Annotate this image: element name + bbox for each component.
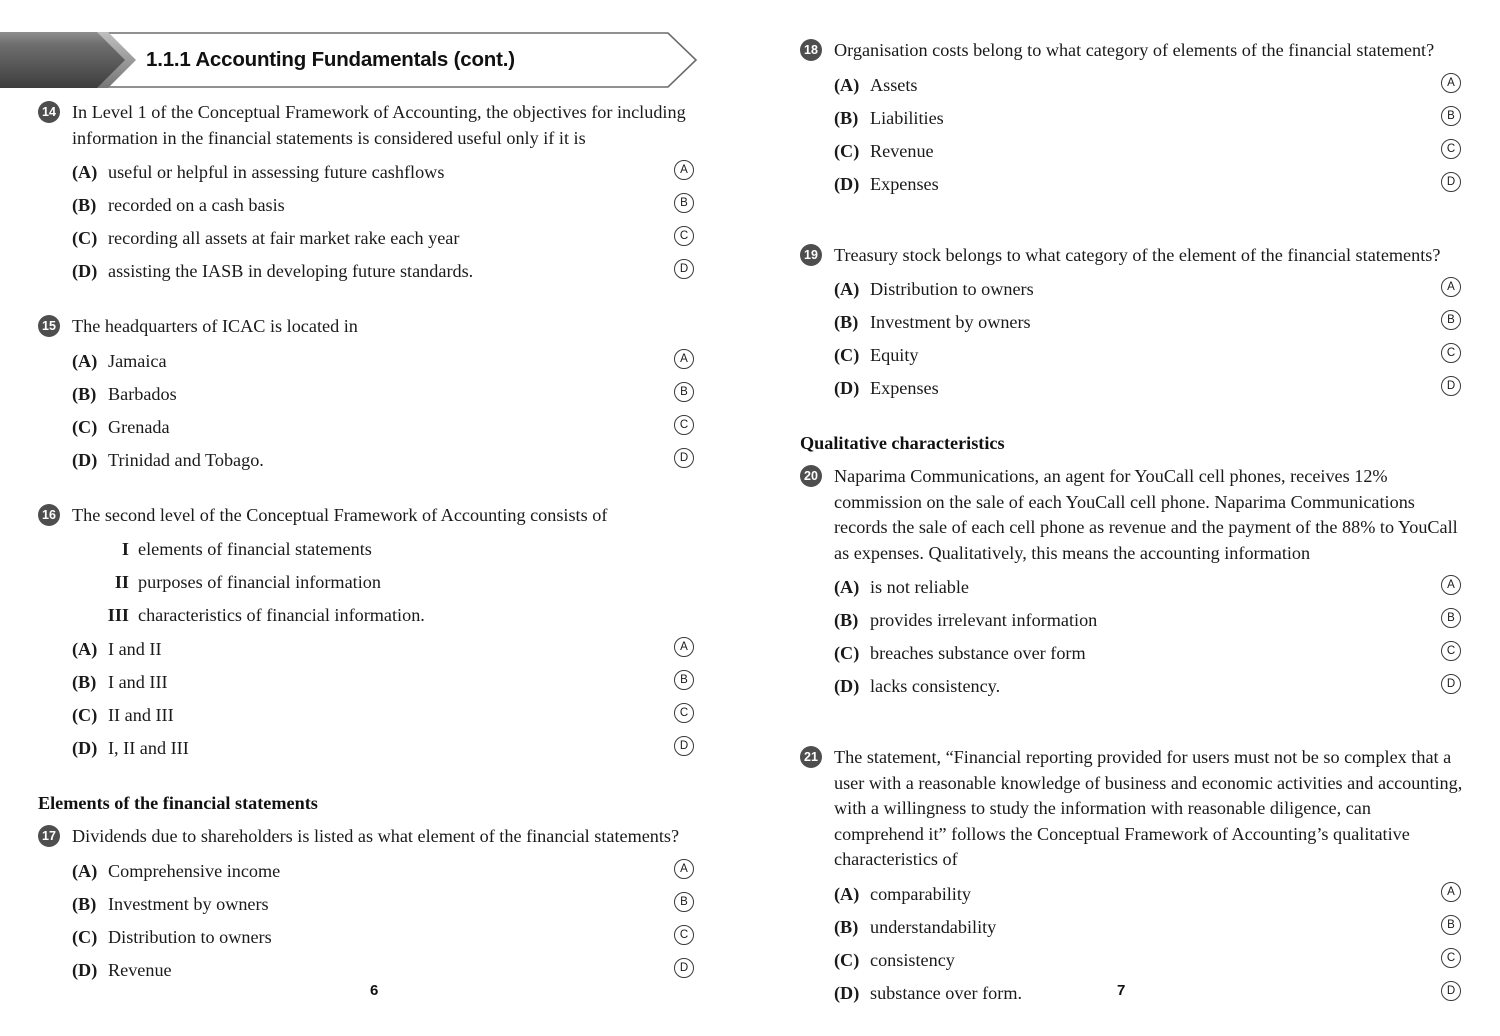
option-text: substance over form.	[870, 982, 1023, 1003]
option-row[interactable]	[38, 703, 700, 736]
left-column	[38, 100, 700, 1013]
option-letter: (A)	[834, 74, 860, 95]
option-row[interactable]	[38, 670, 700, 703]
option-row[interactable]	[38, 736, 700, 769]
question-number-badge: 18	[800, 39, 822, 61]
option-letter: (D)	[834, 982, 860, 1003]
option-text: I, II and III	[108, 738, 189, 758]
option-text: comparability	[870, 883, 972, 904]
option-row[interactable]	[38, 448, 700, 481]
option-letter: (A)	[72, 639, 98, 659]
option-letter: (D)	[834, 378, 860, 398]
answer-bubble-b[interactable]: B	[1441, 310, 1461, 330]
option-row[interactable]	[38, 349, 700, 382]
option-letter: (B)	[834, 107, 859, 128]
answer-bubble-d[interactable]: D	[674, 958, 694, 978]
question-head	[800, 38, 1465, 64]
option-row[interactable]	[800, 73, 1465, 106]
option-row[interactable]	[800, 674, 1465, 707]
option-row[interactable]	[38, 160, 700, 193]
question-text: Dividends due to shareholders is listed as what element of the financial statements?	[72, 826, 680, 846]
section-heading-elements: Elements of the financial statements	[38, 793, 318, 813]
option-letter: (D)	[72, 738, 98, 758]
question-number-badge: 14	[38, 101, 60, 123]
question-head	[38, 824, 700, 850]
option-text: Assets	[870, 74, 918, 95]
option-row[interactable]	[800, 608, 1465, 641]
answer-bubble-a[interactable]: A	[1441, 575, 1461, 595]
options-list	[38, 637, 700, 769]
question-head	[800, 464, 1465, 566]
spacer	[800, 729, 1465, 745]
option-text: I and III	[108, 672, 168, 692]
question-text: In Level 1 of the Conceptual Framework of Accounting, the objectives for including information in the financial statements is considered useful only if it is	[72, 102, 686, 148]
option-text: Investment by owners	[870, 312, 1031, 332]
answer-bubble-d[interactable]: D	[1441, 172, 1461, 192]
option-text: understandability	[870, 916, 997, 937]
question-head	[800, 745, 1465, 873]
option-text: lacks consistency.	[870, 676, 1001, 696]
roman-numeral: III	[107, 605, 129, 625]
answer-bubble-c[interactable]: C	[1441, 641, 1461, 661]
options-list	[800, 575, 1465, 707]
option-letter: (D)	[834, 676, 860, 696]
right-column	[800, 38, 1465, 1036]
option-text: Expenses	[870, 378, 939, 398]
option-letter: (C)	[72, 228, 98, 248]
answer-bubble-c[interactable]: C	[674, 415, 694, 435]
answer-bubble-c[interactable]: C	[1441, 343, 1461, 363]
roman-numeral: I	[121, 539, 129, 559]
answer-bubble-b[interactable]: B	[674, 670, 694, 690]
roman-item	[72, 537, 700, 562]
option-text: is not reliable	[870, 577, 969, 597]
option-row[interactable]	[38, 892, 700, 925]
page-number-right: 7	[1117, 982, 1126, 999]
option-row[interactable]	[800, 106, 1465, 139]
answer-bubble-a[interactable]: A	[674, 349, 694, 369]
options-list	[38, 859, 700, 991]
option-letter: (A)	[72, 860, 98, 881]
option-row[interactable]	[38, 637, 700, 670]
answer-bubble-c[interactable]: C	[674, 226, 694, 246]
option-row[interactable]	[38, 415, 700, 448]
option-letter: (B)	[834, 610, 859, 630]
section-heading-qualitative: Qualitative characteristics	[800, 433, 1005, 453]
answer-bubble-d[interactable]: D	[1441, 981, 1461, 1001]
answer-bubble-b[interactable]: B	[674, 193, 694, 213]
options-list	[800, 277, 1465, 409]
answer-bubble-b[interactable]: B	[674, 382, 694, 402]
answer-bubble-d[interactable]: D	[674, 259, 694, 279]
option-row[interactable]	[38, 226, 700, 259]
page-title: 1.1.1 Accounting Fundamentals (cont.)	[146, 48, 515, 71]
option-text: Liabilities	[870, 107, 944, 128]
option-text: Jamaica	[108, 350, 167, 371]
page-number-left: 6	[370, 982, 379, 999]
option-text: Distribution to owners	[870, 279, 1034, 299]
option-letter: (D)	[72, 959, 98, 980]
option-letter: (B)	[72, 893, 97, 914]
option-text: Barbados	[108, 383, 177, 404]
option-row[interactable]	[38, 382, 700, 415]
answer-bubble-b[interactable]: B	[1441, 106, 1461, 126]
answer-bubble-d[interactable]: D	[1441, 376, 1461, 396]
spacer	[800, 227, 1465, 243]
option-text: Revenue	[870, 140, 934, 161]
option-row[interactable]	[800, 882, 1465, 915]
option-row[interactable]	[800, 641, 1465, 674]
options-list	[800, 73, 1465, 205]
answer-bubble-b[interactable]: B	[1441, 915, 1461, 935]
answer-bubble-b[interactable]: B	[1441, 608, 1461, 628]
roman-item-text: purposes of financial information	[138, 572, 381, 592]
question-number-badge: 20	[800, 465, 822, 487]
answer-bubble-a[interactable]: A	[1441, 277, 1461, 297]
option-text: Trinidad and Tobago.	[108, 449, 264, 470]
question-text: The statement, “Financial reporting provided for users must not be so complex that a user with a reasonable knowledge of business and economic activities and accounting, with a willingness to study the information with reasonable diligence, can comprehend it” follows the Conceptual Framework of Accounting’s qualitative characteristics of	[834, 747, 1463, 869]
option-letter: (D)	[72, 261, 98, 281]
option-letter: (C)	[834, 140, 860, 161]
option-letter: (C)	[834, 949, 860, 970]
option-letter: (D)	[72, 449, 98, 470]
question-text: The headquarters of ICAC is located in	[72, 316, 358, 336]
question-16	[38, 503, 700, 770]
question-15	[38, 314, 700, 481]
question-text: Organisation costs belong to what category of elements of the financial statement?	[834, 40, 1435, 60]
option-text: Distribution to owners	[108, 926, 272, 947]
option-text: assisting the IASB in developing future standards.	[108, 261, 474, 281]
option-text: Grenada	[108, 416, 170, 437]
option-row[interactable]	[800, 915, 1465, 948]
question-number-badge: 19	[800, 244, 822, 266]
option-text: Equity	[870, 345, 919, 365]
option-text: recording all assets at fair market rake each year	[108, 228, 460, 248]
answer-bubble-d[interactable]: D	[674, 736, 694, 756]
option-letter: (C)	[72, 705, 98, 725]
roman-numeral-list	[38, 537, 700, 628]
section-header-banner	[0, 31, 698, 89]
question-head	[38, 100, 700, 151]
answer-bubble-a[interactable]: A	[674, 859, 694, 879]
question-text: The second level of the Conceptual Framework of Accounting consists of	[72, 504, 608, 525]
roman-numeral: II	[114, 572, 129, 592]
option-text: recorded on a cash basis	[108, 195, 285, 215]
option-row[interactable]	[800, 575, 1465, 608]
answer-bubble-c[interactable]: C	[674, 703, 694, 723]
answer-bubble-d[interactable]: D	[674, 448, 694, 468]
option-letter: (A)	[834, 279, 860, 299]
option-letter: (B)	[834, 312, 859, 332]
options-list	[38, 349, 700, 481]
answer-bubble-a[interactable]: A	[674, 637, 694, 657]
question-number-badge: 16	[38, 504, 60, 526]
option-text: Expenses	[870, 173, 939, 194]
question-head	[38, 503, 700, 529]
option-letter: (A)	[72, 162, 98, 182]
option-text: provides irrelevant information	[870, 610, 1098, 630]
question-14	[38, 100, 700, 292]
option-text: Comprehensive income	[108, 860, 281, 881]
answer-bubble-a[interactable]: A	[1441, 882, 1461, 902]
roman-item	[72, 603, 700, 628]
answer-bubble-a[interactable]: A	[674, 160, 694, 180]
question-number-badge: 21	[800, 746, 822, 768]
option-letter: (B)	[72, 383, 97, 404]
question-19	[800, 243, 1465, 410]
options-list	[800, 882, 1465, 1014]
option-row[interactable]	[38, 259, 700, 292]
option-letter: (A)	[834, 577, 860, 597]
option-text: useful or helpful in assessing future cashflows	[108, 162, 445, 182]
option-row[interactable]	[800, 981, 1465, 1014]
option-letter: (C)	[72, 416, 98, 437]
option-row[interactable]	[800, 139, 1465, 172]
option-text: I and II	[108, 639, 162, 659]
answer-bubble-c[interactable]: C	[1441, 139, 1461, 159]
question-head	[800, 243, 1465, 269]
option-text: consistency	[870, 949, 955, 970]
answer-bubble-a[interactable]: A	[1441, 73, 1461, 93]
option-letter: (C)	[834, 345, 860, 365]
answer-bubble-d[interactable]: D	[1441, 674, 1461, 694]
roman-item-text: characteristics of financial information.	[138, 605, 425, 625]
option-row[interactable]	[800, 948, 1465, 981]
option-text: Investment by owners	[108, 893, 269, 914]
option-row[interactable]	[38, 925, 700, 958]
option-letter: (C)	[834, 643, 860, 663]
option-letter: (C)	[72, 926, 98, 947]
option-row[interactable]	[800, 310, 1465, 343]
question-text: Treasury stock belongs to what category of the element of the financial statements?	[834, 244, 1441, 265]
question-head	[38, 314, 700, 340]
option-letter: (D)	[834, 173, 860, 194]
option-row[interactable]	[800, 277, 1465, 310]
option-row[interactable]	[38, 859, 700, 892]
option-row[interactable]	[38, 193, 700, 226]
question-21	[800, 745, 1465, 1014]
question-20	[800, 464, 1465, 707]
roman-item	[72, 570, 700, 595]
answer-bubble-c[interactable]: C	[1441, 948, 1461, 968]
option-row[interactable]	[800, 172, 1465, 205]
answer-bubble-b[interactable]: B	[674, 892, 694, 912]
question-number-badge: 15	[38, 315, 60, 337]
answer-bubble-c[interactable]: C	[674, 925, 694, 945]
option-letter: (B)	[834, 916, 859, 937]
option-text: Revenue	[108, 959, 172, 980]
option-letter: (B)	[72, 195, 97, 215]
options-list	[38, 160, 700, 292]
option-text: II and III	[108, 705, 174, 725]
option-row[interactable]	[38, 958, 700, 991]
question-text: Naparima Communications, an agent for YouCall cell phones, receives 12% commission on the sale of each YouCall cell phone. Naparima Communications records the sale of each cell phone as revenue and the payment of the 88% to YouCall as expenses. Qualitatively, this means the accounting information	[834, 466, 1458, 563]
question-17	[38, 824, 700, 991]
option-text: breaches substance over form	[870, 643, 1086, 663]
option-letter: (B)	[72, 672, 97, 692]
question-18	[800, 38, 1465, 205]
option-row[interactable]	[800, 343, 1465, 376]
option-letter: (A)	[834, 883, 860, 904]
option-letter: (A)	[72, 350, 98, 371]
question-number-badge: 17	[38, 825, 60, 847]
roman-item-text: elements of financial statements	[138, 539, 372, 559]
option-row[interactable]	[800, 376, 1465, 409]
